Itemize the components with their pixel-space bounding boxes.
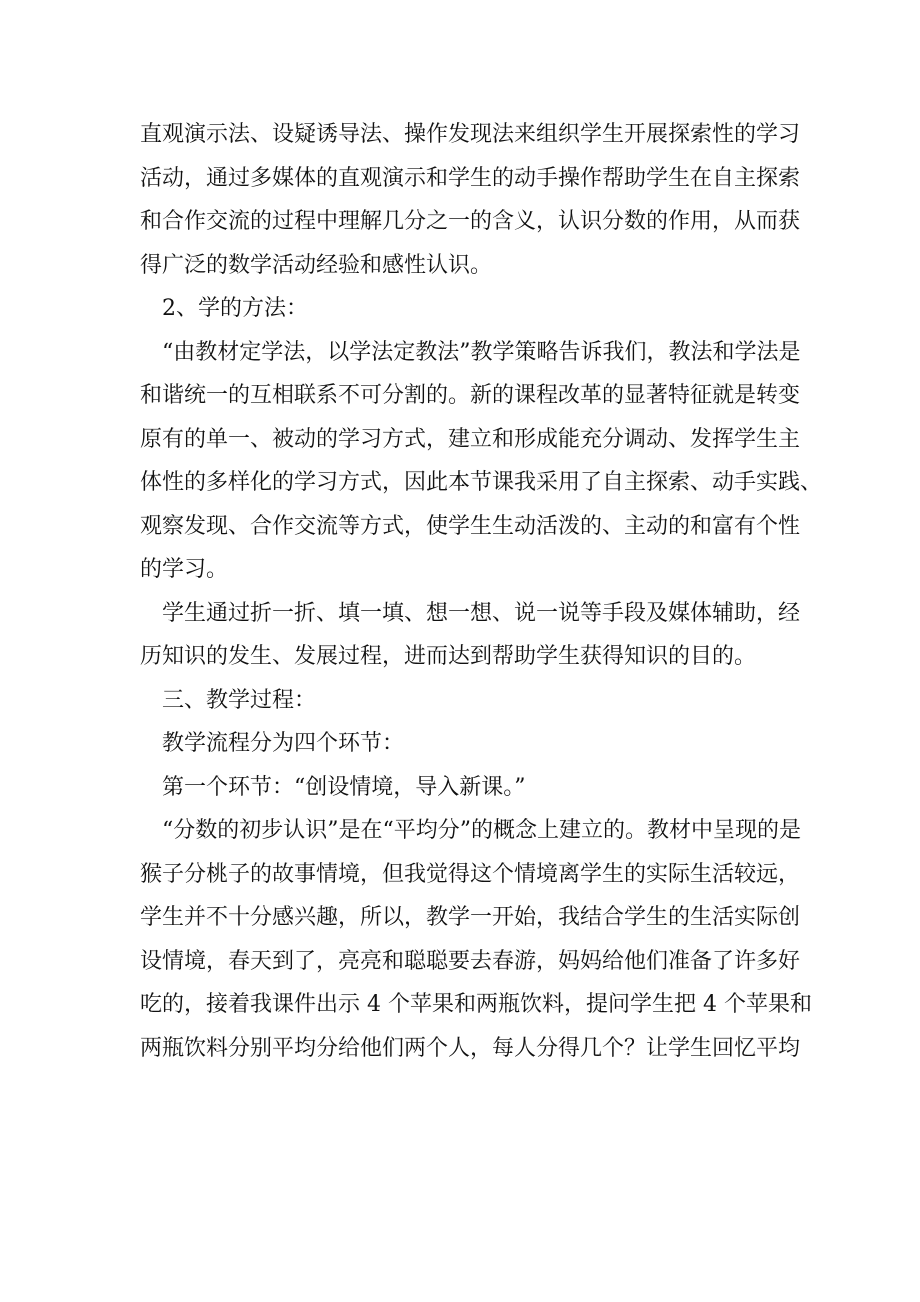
text-line: 得广泛的数学活动经验和感性认识。 (140, 252, 493, 278)
text-line: 活动，通过多媒体的直观演示和学生的动手操作帮助学生在自主探索 (140, 165, 801, 191)
text-line: 猴子分桃子的故事情境，但我觉得这个情境离学生的实际生活较远， (140, 861, 801, 887)
text-line: 的学习。 (140, 557, 229, 582)
text-line: 教学流程分为四个环节： (162, 731, 405, 756)
text-line: 吃的，接着我课件出示 4 个苹果和两瓶饮料，提问学生把 4 个苹果和 (140, 992, 812, 1017)
text-line: 历知识的发生、发展过程，进而达到帮助学生获得知识的目的。 (140, 644, 757, 669)
text-line: 学生通过折一折、填一填、想一想、说一说等手段及媒体辅助，经 (162, 600, 801, 626)
subsection-heading: 第一个环节：“创设情境，导入新课。” (162, 774, 526, 800)
text-line: 直观演示法、设疑诱导法、操作发现法来组织学生开展探索性的学习 (140, 122, 801, 147)
text-line: 设情境，春天到了，亮亮和聪聪要去春游，妈妈给他们准备了许多好 (140, 948, 801, 974)
section-heading: 2、学的方法： (162, 296, 308, 321)
text-line: 观察发现、合作交流等方式，使学生生动活泼的、主动的和富有个性 (140, 513, 801, 539)
text-line: 学生并不十分感兴趣，所以，教学一开始，我结合学生的生活实际创 (140, 905, 801, 930)
text-line: 体性的多样化的学习方式，因此本节课我采用了自主探索、动手实践、 (140, 470, 823, 495)
text-line: 两瓶饮料分别平均分给他们两个人，每人分得几个？让学生回忆平均 (140, 1035, 801, 1061)
text-line: 原有的单一、被动的学习方式，建立和形成能充分调动、发挥学生主 (140, 426, 801, 452)
text-line: “分数的初步认识”是在“平均分”的概念上建立的。教材中呈现的是 (162, 818, 801, 843)
text-line: 和合作交流的过程中理解几分之一的含义，认识分数的作用，从而获 (140, 209, 801, 234)
text-line: 和谐统一的互相联系不可分割的。新的课程改革的显著特征就是转变 (140, 383, 801, 408)
document-body (140, 113, 823, 1070)
text-line: “由教材定学法，以学法定教法”教学策略告诉我们，教法和学法是 (162, 339, 801, 365)
section-heading: 三、教学过程： (162, 687, 317, 713)
